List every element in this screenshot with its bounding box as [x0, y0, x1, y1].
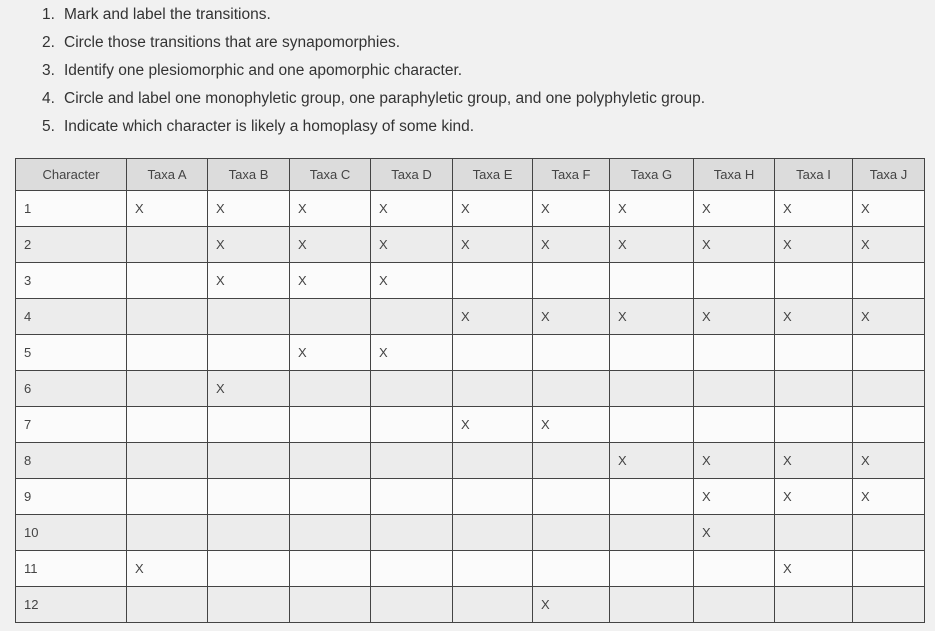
table-cell [533, 263, 610, 299]
table-cell [610, 551, 694, 587]
table-cell [371, 551, 453, 587]
table-cell [853, 407, 925, 443]
character-number-cell: 7 [16, 407, 127, 443]
table-cell [127, 587, 208, 623]
table-cell [694, 587, 775, 623]
table-row [16, 227, 925, 263]
table-cell: X [853, 227, 925, 263]
table-cell [775, 587, 853, 623]
table-cell [853, 551, 925, 587]
table-cell: X [694, 443, 775, 479]
table-cell: X [533, 227, 610, 263]
table-cell: X [208, 263, 290, 299]
table-cell: X [290, 227, 371, 263]
table-cell: X [775, 191, 853, 227]
table-cell: X [694, 479, 775, 515]
character-number-cell: 3 [16, 263, 127, 299]
table-cell: X [208, 227, 290, 263]
table-cell [610, 479, 694, 515]
table-row [16, 191, 925, 227]
table-cell: X [371, 335, 453, 371]
table-cell [533, 551, 610, 587]
table-row [16, 371, 925, 407]
table-cell [853, 371, 925, 407]
table-cell [694, 263, 775, 299]
table-cell: X [853, 299, 925, 335]
table-cell [127, 299, 208, 335]
instruction-text: Circle those transitions that are synapomorphies. [64, 34, 400, 51]
character-number-cell: 1 [16, 191, 127, 227]
character-number-cell: 8 [16, 443, 127, 479]
table-cell [853, 587, 925, 623]
instruction-item [42, 31, 705, 59]
table-cell: X [694, 191, 775, 227]
table-cell [453, 335, 533, 371]
table-body [16, 191, 925, 623]
table-cell: X [290, 263, 371, 299]
table-cell: X [533, 191, 610, 227]
table-cell: X [371, 227, 453, 263]
table-cell: X [208, 371, 290, 407]
table-row [16, 335, 925, 371]
table-cell [127, 407, 208, 443]
table-header-row [16, 159, 925, 191]
table-cell [775, 407, 853, 443]
table-cell: X [533, 407, 610, 443]
table-cell: X [694, 299, 775, 335]
table-row [16, 587, 925, 623]
instruction-item [42, 3, 705, 31]
table-cell [453, 479, 533, 515]
table-cell [775, 335, 853, 371]
table-row [16, 407, 925, 443]
character-number-cell: 4 [16, 299, 127, 335]
table-cell [453, 371, 533, 407]
table-cell: X [610, 191, 694, 227]
table-cell [208, 551, 290, 587]
table-row [16, 443, 925, 479]
instruction-number: 2. [42, 34, 55, 51]
instruction-text: Mark and label the transitions. [64, 6, 271, 23]
table-cell [694, 371, 775, 407]
table-cell [208, 479, 290, 515]
table-cell [694, 551, 775, 587]
table-cell [208, 299, 290, 335]
table-cell [453, 443, 533, 479]
table-cell [208, 587, 290, 623]
table-cell [371, 299, 453, 335]
character-number-cell: 10 [16, 515, 127, 551]
table-cell [127, 515, 208, 551]
table-cell [371, 443, 453, 479]
column-header-taxa: Taxa E [453, 159, 533, 191]
table-cell [127, 479, 208, 515]
table-cell [127, 371, 208, 407]
column-header-taxa: Taxa G [610, 159, 694, 191]
column-header-taxa: Taxa I [775, 159, 853, 191]
table-cell: X [127, 191, 208, 227]
table-cell [453, 515, 533, 551]
instruction-text: Circle and label one monophyletic group, one paraphyletic group, and one polyphyletic group. [64, 90, 706, 107]
table-cell [290, 443, 371, 479]
table-cell [371, 407, 453, 443]
table-cell [371, 587, 453, 623]
table-cell [533, 335, 610, 371]
table-cell: X [775, 551, 853, 587]
table-cell [290, 587, 371, 623]
instruction-number: 4. [42, 90, 55, 107]
table-cell [453, 587, 533, 623]
table-cell [610, 515, 694, 551]
table-cell [610, 587, 694, 623]
table-cell [290, 407, 371, 443]
table-cell: X [775, 227, 853, 263]
table-cell: X [453, 407, 533, 443]
table-cell: X [533, 299, 610, 335]
table-row [16, 515, 925, 551]
table-cell: X [610, 443, 694, 479]
table-cell: X [371, 191, 453, 227]
table-cell: X [453, 227, 533, 263]
table-cell [533, 479, 610, 515]
table-cell [533, 443, 610, 479]
instruction-text: Identify one plesiomorphic and one apomorphic character. [64, 62, 463, 79]
table-cell: X [610, 299, 694, 335]
column-header-taxa: Taxa D [371, 159, 453, 191]
table-cell [208, 407, 290, 443]
table-cell [775, 515, 853, 551]
table-cell [853, 263, 925, 299]
instruction-item [42, 115, 705, 143]
table-cell [775, 371, 853, 407]
table-cell: X [127, 551, 208, 587]
column-header-taxa: Taxa J [853, 159, 925, 191]
table-cell [533, 515, 610, 551]
column-header-taxa: Taxa A [127, 159, 208, 191]
table-row [16, 263, 925, 299]
character-number-cell: 11 [16, 551, 127, 587]
table-cell: X [453, 191, 533, 227]
table-cell [610, 335, 694, 371]
instruction-item [42, 87, 705, 115]
table-cell [290, 299, 371, 335]
table-cell [610, 407, 694, 443]
table-cell [853, 515, 925, 551]
character-number-cell: 2 [16, 227, 127, 263]
table-cell [290, 479, 371, 515]
table-cell [694, 407, 775, 443]
instruction-item [42, 59, 705, 87]
table-cell [127, 335, 208, 371]
instruction-number: 5. [42, 118, 55, 135]
instruction-text: Indicate which character is likely a homoplasy of some kind. [64, 118, 475, 135]
table-cell [453, 551, 533, 587]
table-cell [371, 479, 453, 515]
table-cell [208, 515, 290, 551]
table-cell: X [775, 299, 853, 335]
instruction-number: 1. [42, 6, 55, 23]
table-cell: X [853, 191, 925, 227]
table-cell [694, 335, 775, 371]
character-number-cell: 12 [16, 587, 127, 623]
character-matrix-table [15, 158, 925, 623]
character-number-cell: 5 [16, 335, 127, 371]
table-cell: X [853, 443, 925, 479]
table-cell [371, 371, 453, 407]
column-header-character: Character [16, 159, 127, 191]
column-header-taxa: Taxa H [694, 159, 775, 191]
instruction-number: 3. [42, 62, 55, 79]
table-cell [127, 443, 208, 479]
column-header-taxa: Taxa C [290, 159, 371, 191]
table-cell [290, 551, 371, 587]
table-row [16, 299, 925, 335]
table-cell [610, 371, 694, 407]
table-cell: X [290, 191, 371, 227]
table-row [16, 551, 925, 587]
table-cell: X [371, 263, 453, 299]
table-cell [127, 227, 208, 263]
table-cell: X [694, 515, 775, 551]
table-cell: X [208, 191, 290, 227]
instructions-list [42, 3, 705, 143]
table-cell [453, 263, 533, 299]
character-number-cell: 9 [16, 479, 127, 515]
column-header-taxa: Taxa F [533, 159, 610, 191]
table-cell [208, 335, 290, 371]
table-cell: X [533, 587, 610, 623]
table-cell [127, 263, 208, 299]
table-cell [853, 335, 925, 371]
table-cell [290, 515, 371, 551]
table-cell: X [853, 479, 925, 515]
column-header-taxa: Taxa B [208, 159, 290, 191]
character-number-cell: 6 [16, 371, 127, 407]
table-cell [610, 263, 694, 299]
table-cell: X [775, 479, 853, 515]
table-cell [775, 263, 853, 299]
table-cell: X [694, 227, 775, 263]
table-cell [533, 371, 610, 407]
table-cell: X [775, 443, 853, 479]
table-cell [371, 515, 453, 551]
table-cell: X [610, 227, 694, 263]
table-cell: X [453, 299, 533, 335]
table-cell: X [290, 335, 371, 371]
table-row [16, 479, 925, 515]
table-cell [290, 371, 371, 407]
table-cell [208, 443, 290, 479]
